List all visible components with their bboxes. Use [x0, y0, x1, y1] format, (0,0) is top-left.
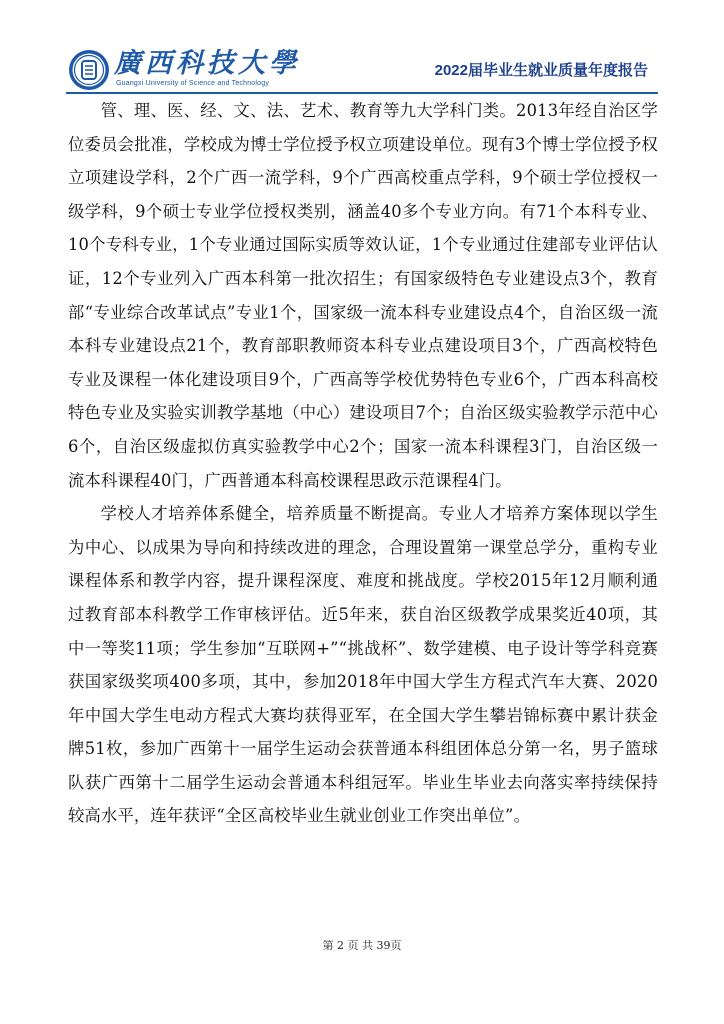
paragraph: 学校人才培养体系健全，培养质量不断提高。专业人才培养方案体现以学生为中心、以成果为导向和持续改进的理念，合理设置第一课堂总学分，重构专业课程体系和教学内容，提升课程深度、难度和挑战度。学校2015年12月顺利通过教育部本科教学工作审核评估。近5年来，获自治区级教学成果奖近40项，其中一等奖11项；学生参加“互联网+”“挑战杯”、数学建模、电子设计等学科竞赛获国家级奖项400多项，其中，参加2018年中国大学生方程式汽车大赛、2020年中国大学生电动方程式大赛均获得亚军，在全国大学生攀岩锦标赛中累计获金牌51枚，参加广西第十一届学生运动会获普通本科组团体总分第一名，男子篮球队获广西第十二届学生运动会普通本科组冠军。毕业生毕业去向落实率持续保持较高水平，连年获评“全区高校毕业生就业创业工作突出单位”。	[68, 504, 658, 826]
university-name-cn: 廣西科技大學	[114, 48, 300, 79]
university-name-en: Guangxi University of Science and Technology	[116, 80, 270, 87]
page-header	[66, 45, 658, 95]
university-emblem-icon	[68, 49, 110, 91]
paragraph: 管、理、医、经、文、法、艺术、教育等九大学科门类。2013年经自治区学位委员会批准，学校成为博士学位授予权立项建设单位。现有3个博士学位授予权立项建设学科，2个广西一流学科，9个广西高校重点学科，9个硕士学位授权一级学科，9个硕士专业学位授权类别，涵盖40多个专业方向。有71个本科专业、10个专科专业，1个专业通过国际实质等效认证，1个专业通过住建部专业评估认证，12个专业列入广西本科第一批次招生；有国家级特色专业建设点3个，教育部“专业综合改革试点”专业1个，国家级一流本科专业建设点4个，自治区级一流本科专业建设点21个，教育部职教师资本科专业点建设项目3个，广西高校特色专业及课程一体化建设项目9个，广西高等学校优势特色专业6个，广西本科高校特色专业及实验实训教学基地（中心）建设项目7个；自治区级实验教学示范中心6个，自治区级虚拟仿真实验教学中心2个；国家一流本科课程3门，自治区级一流本科课程40门，广西普通本科高校课程思政示范课程4门。	[68, 101, 658, 490]
page-number: 第 2 页 共 39页	[322, 939, 402, 952]
university-logo	[114, 49, 314, 91]
body-text	[68, 94, 658, 833]
report-title: 2022届毕业生就业质量年度报告	[434, 62, 648, 79]
